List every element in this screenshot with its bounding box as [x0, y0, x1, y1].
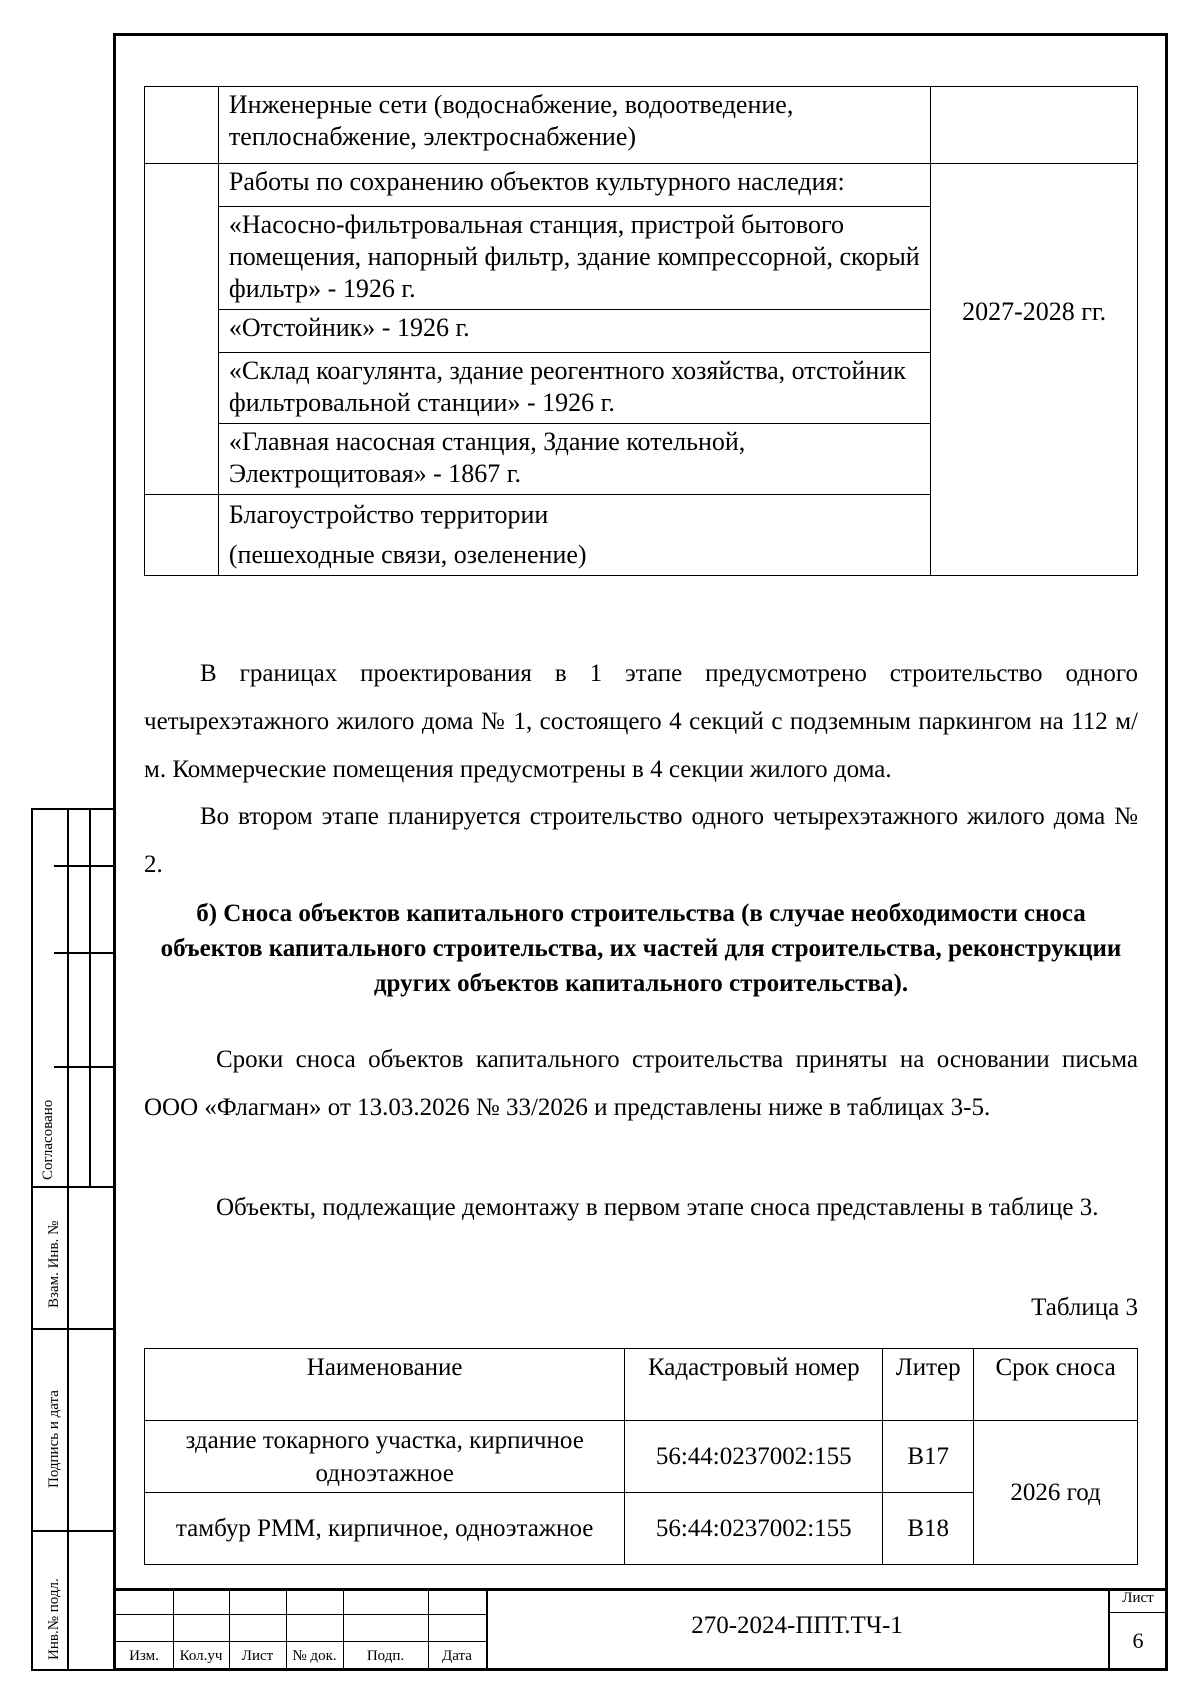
table3-header-liter: Литер [883, 1349, 974, 1421]
table3-cell-liter: В17 [883, 1421, 974, 1493]
label-list: Лист [241, 1648, 274, 1664]
heritage-item: «Главная насосная станция, Здание котельной, Электрощитовая» - 1867 г. [228, 427, 746, 488]
label-podp: Подп. [366, 1648, 405, 1664]
vzam-inv-label: Взам. Инв. № [46, 1220, 62, 1308]
side-divider [54, 952, 114, 954]
heritage-heading: Работы по сохранению объектов культурного наследия: [219, 164, 930, 207]
table3-header-term: Срок сноса [974, 1349, 1138, 1421]
title-block-row-line [113, 1641, 486, 1642]
side-divider [54, 1066, 114, 1068]
sheet-number: 6 [1132, 1628, 1144, 1653]
table3-cell-name: здание токарного участка, кирпичное одноэтажное [145, 1421, 625, 1493]
table-row [145, 1421, 1138, 1493]
side-stamp [31, 808, 116, 1671]
top-table-term-cell [931, 87, 1138, 164]
table3-header-cadastral: Кадастровый номер [625, 1349, 883, 1421]
label-data: Дата [442, 1648, 472, 1664]
landscaping-line1: Благоустройство территории [228, 500, 549, 529]
table3-cell-term: 2026 год [974, 1421, 1138, 1565]
top-table-cell [218, 164, 930, 495]
top-table-num-cell [145, 495, 219, 576]
heritage-item: «Отстойник» - 1926 г. [219, 310, 930, 353]
table3-cell-cadastral: 56:44:0237002:155 [625, 1493, 883, 1565]
side-divider [31, 1530, 115, 1532]
section-heading-b: б) Сноса объектов капитального строительства (в случае необходимости сноса объектов капитального строительства, их частей для строительства, реконструкции других объектов капитального строительства). [160, 900, 1122, 997]
term-2027-2028: 2027-2028 гг. [962, 296, 1107, 326]
table3-cell-liter: В18 [883, 1493, 974, 1565]
heritage-item: «Склад коагулянта, здание реогентного хозяйства, отстойник фильтровальной станции» - 1926 г. [219, 353, 930, 424]
label-izm: Изм. [129, 1648, 159, 1664]
engineering-networks-text: Инженерные сети (водоснабжение, водоотведение, теплоснабжение, электроснабжение) [228, 90, 794, 151]
top-table-num-cell [145, 164, 219, 495]
label-doc-no: № док. [292, 1648, 337, 1664]
top-table-cell [218, 495, 930, 576]
paragraph-demolition-terms: Сроки сноса объектов капитального строительства приняты на основании письма ООО «Флагман» от 13.03.2026 № 33/2026 и представлены ниже в таблицах 3-5. [144, 1046, 1138, 1121]
document-code: 270-2024-ППТ.ТЧ-1 [691, 1612, 903, 1639]
paragraph-stage2: Во втором этапе планируется строительство одного четырехэтажного жилого дома № 2. [144, 803, 1138, 878]
heritage-item: «Насосно-фильтровальная станция, пристрой бытового помещения, напорный фильтр, здание компрессорной, скорый фильтр» - 1926 г. [219, 207, 930, 310]
title-block-row-line [113, 1614, 486, 1615]
title-block-top-border [113, 1588, 1168, 1591]
table3 [144, 1348, 1138, 1565]
label-kol-uch: Кол.уч [179, 1648, 223, 1664]
side-divider [54, 865, 114, 867]
top-table-num-cell [145, 87, 219, 164]
paragraph-stage1: В границах проектирования в 1 этапе предусмотрено строительство одного четырехэтажного жилого дома № 1, состоящего 4 секций с подземным паркингом на 112 м/м. Коммерческие помещения предусмотрены в 4 секции жилого дома. [144, 660, 1138, 783]
title-block-row-line [1108, 1612, 1168, 1613]
side-divider [67, 808, 69, 1671]
table3-header-name: Наименование [145, 1349, 625, 1421]
table3-cell-cadastral: 56:44:0237002:155 [625, 1421, 883, 1493]
top-table-cell [218, 87, 930, 164]
side-divider [31, 1186, 115, 1188]
table3-caption: Таблица 3 [1031, 1294, 1138, 1321]
sheet-label: Лист [1122, 1590, 1154, 1606]
table3-cell-name: тамбур РММ, кирпичное, одноэтажное [145, 1493, 625, 1565]
inv-podl-label: Инв.№ подл. [46, 1578, 62, 1660]
soglasovano-label: Согласовано [40, 1099, 56, 1180]
top-table [144, 86, 1138, 576]
paragraph-table3-intro: Объекты, подлежащие демонтажу в первом этапе сноса представлены в таблице 3. [216, 1194, 1099, 1221]
side-divider [31, 1328, 115, 1330]
top-table-term-cell [931, 164, 1138, 576]
landscaping-line2: (пешеходные связи, озеленение) [228, 540, 587, 569]
podpis-data-label: Подпись и дата [46, 1390, 62, 1488]
